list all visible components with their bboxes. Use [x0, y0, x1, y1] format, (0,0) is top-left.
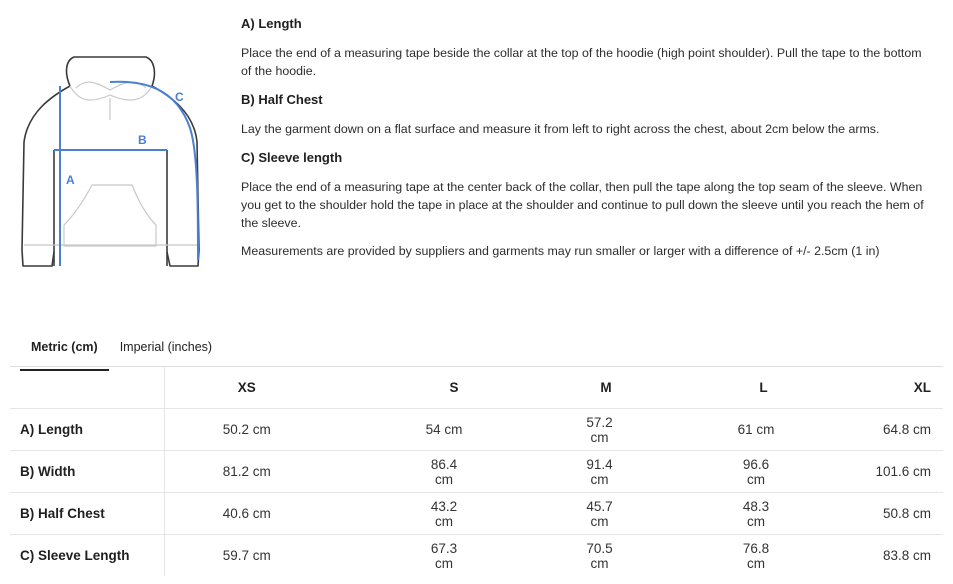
measurement-instructions — [241, 14, 931, 270]
table-cell: 61 cm — [620, 409, 777, 451]
table-cell: 45.7 cm — [464, 493, 620, 535]
table-cell: 67.3 cm — [430, 540, 458, 571]
instruction-heading-sleeve-length: C) Sleeve length — [241, 150, 343, 165]
table-cell: 83.8 cm — [882, 548, 931, 563]
table-cell: 91.4 cm — [464, 451, 620, 493]
table-cell: 48.3 cm — [620, 493, 777, 535]
table-cell: 57.2 cm — [464, 409, 620, 451]
measure-label-b: B — [138, 133, 147, 147]
table-cell: 50.2 cm — [164, 409, 309, 451]
row-label-sleeve-length: C) Sleeve Length — [10, 535, 164, 577]
size-header-m: M — [464, 367, 620, 409]
instruction-heading-half-chest: B) Half Chest — [241, 92, 323, 107]
table-cell: 101.6 cm — [777, 451, 943, 493]
table-header-row — [10, 367, 943, 409]
tab-imperial[interactable]: Imperial (inches) — [119, 340, 213, 354]
measure-label-a: A — [66, 173, 75, 187]
size-header-s: S — [309, 367, 464, 409]
instruction-text-half-chest: Lay the garment down on a flat surface and measure it from left to right across the chest, about 2cm below the arms. — [241, 122, 880, 136]
table-cell: 50.8 cm — [777, 493, 943, 535]
row-label-half-chest: B) Half Chest — [10, 493, 164, 535]
measurement-note: Measurements are provided by suppliers and garments may run smaller or larger with a difference of +/- 2.5cm (1 in) — [241, 244, 880, 258]
instruction-heading-length: A) Length — [241, 16, 302, 31]
size-header-xl: XL — [777, 367, 943, 409]
table-cell: 96.6 cm — [620, 451, 777, 493]
hoodie-measurement-diagram — [14, 50, 214, 275]
table-row — [10, 451, 943, 493]
size-header-l: L — [620, 367, 777, 409]
table-cell: 81.2 cm — [164, 451, 309, 493]
measure-label-c: C — [175, 90, 184, 104]
table-row — [10, 535, 943, 577]
table-row — [10, 409, 943, 451]
table-cell: 70.5 cm — [586, 540, 613, 571]
size-header-xs: XS — [164, 367, 309, 409]
table-cell: 64.8 cm — [777, 409, 943, 451]
size-chart-table — [10, 367, 943, 576]
table-cell: 43.2 cm — [309, 493, 464, 535]
table-cell: 54 cm — [309, 409, 464, 451]
instruction-text-length: Place the end of a measuring tape beside the collar at the top of the hoodie (high point shoulder). Pull the tape to the bottom of the hoodie. — [241, 46, 922, 78]
table-cell: 76.8 cm — [742, 540, 770, 571]
table-corner-cell — [10, 367, 164, 409]
tab-metric[interactable]: Metric (cm) — [20, 333, 109, 366]
table-cell: 86.4 cm — [309, 451, 464, 493]
instruction-text-sleeve-length: Place the end of a measuring tape at the center back of the collar, then pull the tape along the top seam of the sleeve. When you get to the shoulder hold the tape in place at the shoulder and continue to pull down the sleeve until you reach the hem of the sleeve. — [241, 180, 924, 230]
row-label-width: B) Width — [10, 451, 164, 493]
row-label-length: A) Length — [10, 409, 164, 451]
table-cell: 59.7 cm — [222, 548, 271, 563]
table-cell: 40.6 cm — [164, 493, 309, 535]
table-row — [10, 493, 943, 535]
unit-tabs — [20, 333, 223, 366]
